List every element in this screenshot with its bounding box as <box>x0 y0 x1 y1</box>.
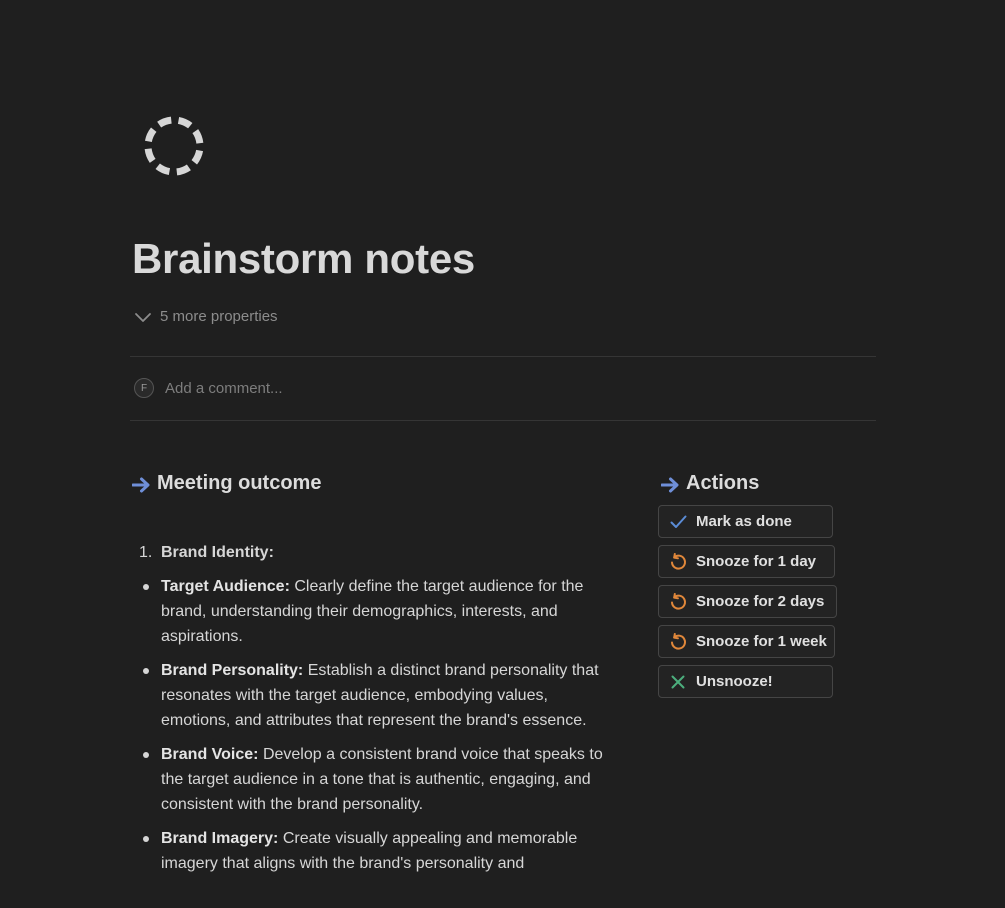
snooze-1-day-button[interactable] <box>658 545 835 578</box>
button-label: Snooze for 1 day <box>696 553 817 570</box>
snooze-1-week-button[interactable] <box>658 625 835 658</box>
meeting-outcome-heading <box>132 472 321 495</box>
actions-title: Actions <box>686 472 760 494</box>
list-item-label: Brand Identity: <box>161 544 274 561</box>
undo-arrow-icon <box>669 593 687 611</box>
comment-input[interactable] <box>165 380 565 397</box>
bullet-item <box>132 574 612 649</box>
numbered-list-item <box>139 540 612 565</box>
button-label: Unsnooze! <box>696 673 773 690</box>
close-x-icon <box>669 673 687 691</box>
bullet-text: Create visually appealing and memorable imagery that aligns with the brand's personality and <box>161 830 578 872</box>
mark-as-done-button[interactable] <box>658 505 833 538</box>
bullet-item <box>132 742 612 817</box>
comment-row <box>134 378 565 398</box>
more-properties-toggle[interactable] <box>134 308 278 325</box>
chevron-down-icon <box>134 311 152 323</box>
bullet-text: Clearly define the target audience for the brand, understanding their demographics, interests, and aspirations. <box>161 578 584 645</box>
actions-list <box>658 505 837 698</box>
undo-arrow-icon <box>669 633 687 651</box>
button-label: Snooze for 1 week <box>696 633 827 650</box>
bullet-text: Develop a consistent brand voice that speaks to the target audience in a tone that is authentic, engaging, and consistent with the brand personality. <box>161 746 603 813</box>
button-label: Snooze for 2 days <box>696 593 825 610</box>
actions-heading <box>661 472 759 495</box>
page-title[interactable]: Brainstorm notes <box>132 235 475 282</box>
divider <box>130 420 876 421</box>
arrow-right-icon <box>132 476 151 492</box>
button-label: Mark as done <box>696 513 792 530</box>
bullet-item <box>132 658 612 733</box>
snooze-2-days-button[interactable] <box>658 585 837 618</box>
bullet-item <box>132 826 612 876</box>
bullet-term: Brand Personality: <box>161 662 304 679</box>
unsnooze-button[interactable] <box>658 665 833 698</box>
checkmark-icon <box>669 513 687 531</box>
avatar: F <box>134 378 154 398</box>
list-number: 1. <box>139 544 153 561</box>
more-properties-label: 5 more properties <box>160 308 278 325</box>
bullet-term: Brand Voice: <box>161 746 259 763</box>
bullet-term: Brand Imagery: <box>161 830 279 847</box>
arrow-right-icon <box>661 476 680 492</box>
meeting-outcome-body <box>132 540 612 885</box>
bullet-list <box>132 574 612 876</box>
bullet-text: Establish a distinct brand personality that resonates with the target audience, embodying values, emotions, and attributes that represent the brand's essence. <box>161 662 599 729</box>
bullet-term: Target Audience: <box>161 578 290 595</box>
undo-arrow-icon <box>669 553 687 571</box>
meeting-outcome-title: Meeting outcome <box>157 472 322 494</box>
divider <box>130 356 876 357</box>
dashed-circle-icon[interactable] <box>142 114 206 178</box>
